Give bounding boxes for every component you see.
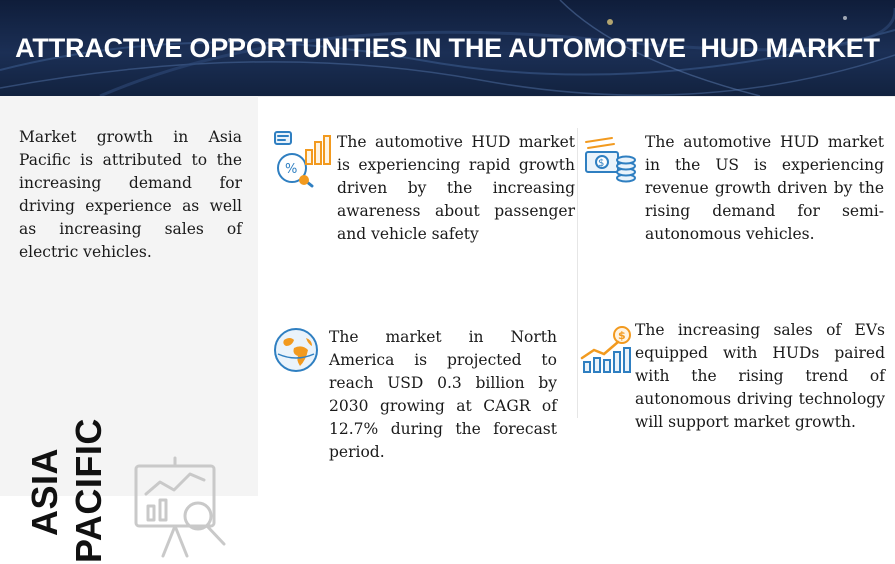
insight-card-text: The market in North America is projected to reach USD 0.3 billion by 2030 growing at CAGR of 12.7% during the forecast period.: [329, 328, 557, 461]
insight-card-text: The automotive HUD market is experiencing rapid growth driven by the increasing awareness about passenger and vehicle safety: [337, 133, 575, 243]
growth-bar-chart-dollar-icon: [578, 324, 634, 376]
svg-text:$: $: [618, 329, 626, 342]
analytics-percent-magnifier-icon: [272, 128, 334, 190]
region-label-line2: PACIFIC: [68, 418, 109, 563]
header-banner: [0, 0, 895, 96]
insight-card-text: The increasing sales of EVs equipped with HUDs paired with the rising trend of autonomous driving technology will support market growth.: [635, 321, 885, 431]
left-panel: [0, 96, 258, 563]
svg-text:$: $: [598, 158, 605, 169]
divider: [258, 96, 895, 97]
globe-icon: [272, 326, 320, 374]
insight-card-text: The automotive HUD market in the US is experiencing revenue growth driven by the rising demand for semi-autonomous vehicles.: [645, 133, 884, 243]
region-label: [20, 418, 120, 563]
presentation-chart-magnifier-icon: [128, 454, 238, 564]
svg-text:%: %: [285, 162, 298, 177]
banner-title: ATTRACTIVE OPPORTUNITIES IN THE AUTOMOTIVE HUD MARKET: [15, 33, 880, 63]
region-summary-text: Market growth in Asia Pacific is attributed to the increasing demand for driving experience as well as increasing sales of electric vehicles.: [19, 128, 242, 261]
region-label-line1: ASIA: [24, 447, 65, 536]
money-coins-icon: [582, 132, 638, 190]
